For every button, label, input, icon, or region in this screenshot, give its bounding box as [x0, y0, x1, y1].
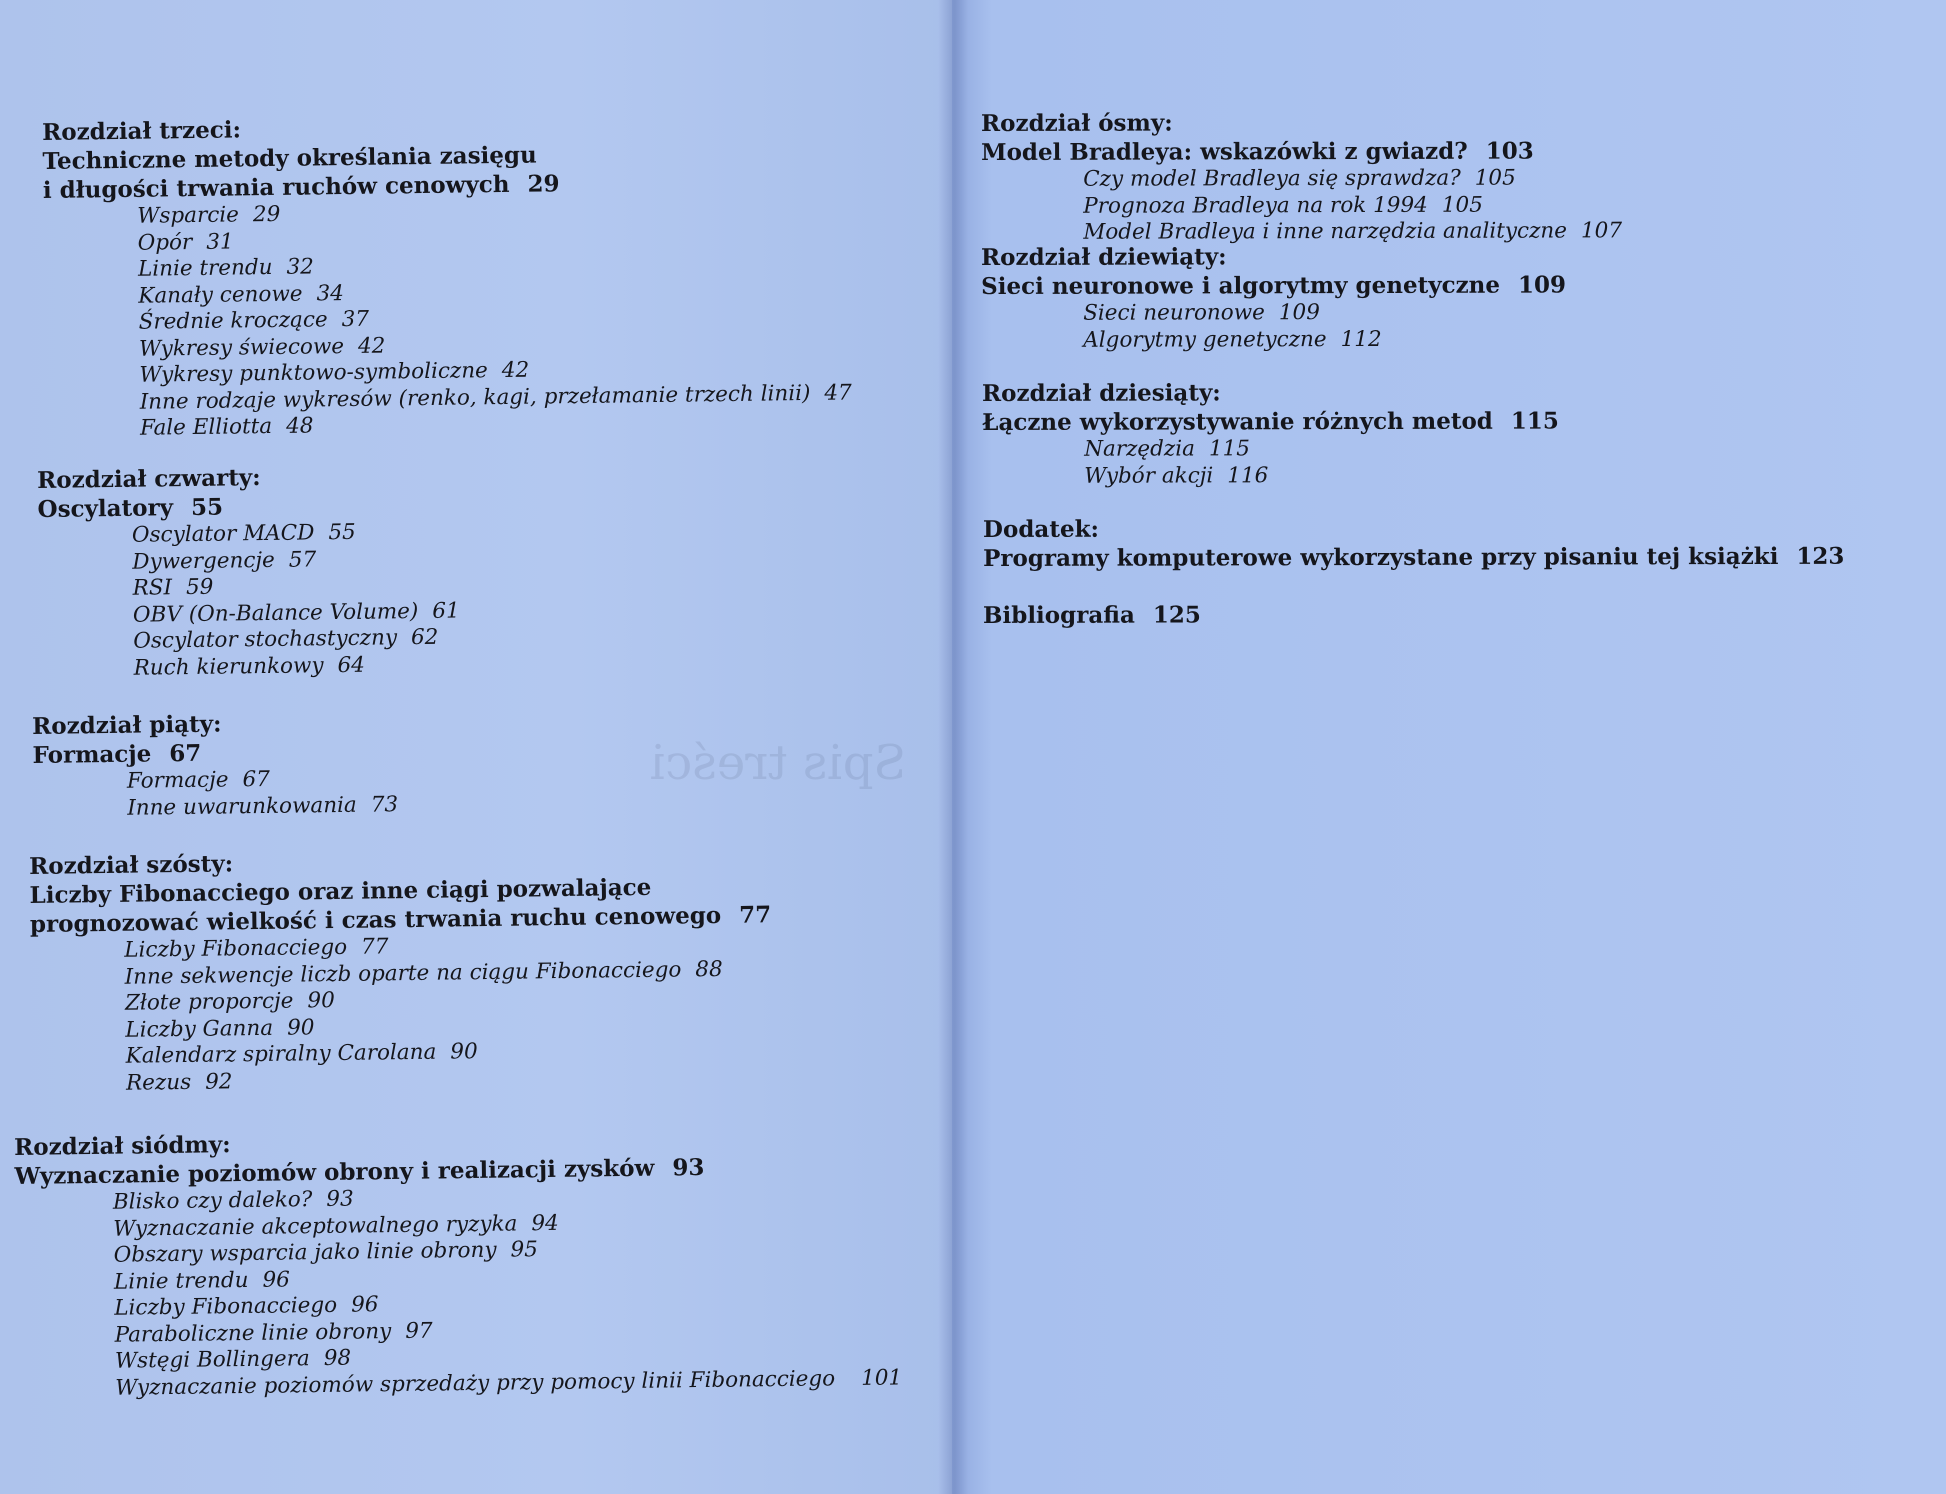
chapter-label: Rozdział siódmy:: [14, 1131, 231, 1161]
toc-entry: RSI 59: [132, 574, 214, 601]
toc-entry: Prognoza Bradleya na rok 1994 105: [1083, 192, 1483, 219]
toc-entry: Fale Elliotta 48: [139, 413, 314, 441]
chapter-label: Dodatek:: [983, 515, 1100, 543]
chapter-label: Rozdział dziesiąty:: [982, 379, 1221, 407]
chapter-label: Rozdział trzeci:: [42, 116, 242, 146]
toc-entry: Sieci neuronowe 109: [1083, 300, 1320, 326]
chapter-3: [42, 107, 852, 443]
bleed-through-heading: Spis treści: [650, 735, 907, 791]
chapter-title-line: Sieci neuronowe i algorytmy genetyczne 109: [981, 271, 1567, 300]
page-number: 29: [527, 170, 560, 198]
toc-entry: Inne uwarunkowania 73: [127, 791, 399, 821]
chapter-title-line: Łączne wykorzystywanie różnych metod 115: [982, 407, 1559, 436]
page-number: 93: [672, 1153, 705, 1182]
chapter-9: [981, 241, 1566, 354]
toc-entry: Wybór akcji 116: [1084, 462, 1269, 489]
toc-entry: Narzędzia 115: [1084, 436, 1251, 462]
toc-entry: Paraboliczne linie obrony 97: [114, 1318, 433, 1348]
section-list: [1083, 165, 1622, 246]
toc-entry: Linie trendu 96: [113, 1266, 291, 1295]
page-number: 67: [169, 739, 202, 768]
toc-entry: Dywergencje 57: [132, 546, 317, 575]
appendix: [983, 513, 1844, 573]
toc-entry: Opór 31: [137, 229, 234, 256]
chapter-8: [981, 107, 1622, 246]
toc-entry: Linie trendu 32: [137, 254, 315, 282]
toc-entry: Obszary wsparcia jako linie obrony 95: [113, 1237, 539, 1268]
toc-entry: Inne rodzaje wykresów (renko, kagi, przełamanie trzech linii) 47: [139, 379, 852, 415]
chapter-label: Rozdział dziewiąty:: [981, 243, 1227, 271]
chapter-title-line: Techniczne metody określania zasięgu: [42, 141, 537, 175]
toc-entry: Liczby Fibonacciego 77: [124, 934, 389, 963]
chapter-title-line: prognozować wielkość i czas trwania ruchu cenowego 77: [29, 901, 772, 938]
chapter-10: [982, 377, 1559, 490]
chapter-title-line: i długości trwania ruchów cenowych 29: [42, 170, 560, 204]
chapter-title-line: Bibliografia 125: [983, 601, 1201, 629]
toc-entry: Wstęgi Bollingera 98: [114, 1345, 352, 1374]
toc-entry: Średnie kroczące 37: [138, 306, 370, 335]
page-number: 109: [1517, 271, 1567, 299]
toc-entry: Ruch kierunkowy 64: [133, 652, 366, 681]
toc-entry: Blisko czy daleko? 93: [112, 1186, 354, 1215]
toc-entry: Wykresy świecowe 42: [138, 333, 386, 362]
page-number: 123: [1796, 542, 1845, 570]
chapter-label: Rozdział szósty:: [29, 850, 234, 880]
toc-entry: Oscylator stochastyczny 62: [133, 624, 439, 654]
chapter-label: Rozdział ósmy:: [981, 109, 1173, 137]
chapter-title-line: Oscylatory 55: [37, 493, 224, 523]
page-number: 125: [1152, 601, 1201, 629]
toc-entry: Kalendarz spiralny Carolana 90: [125, 1039, 478, 1069]
toc-entry: Liczby Fibonacciego 96: [114, 1292, 379, 1321]
toc-entry: Złote proporcje 90: [124, 988, 335, 1016]
chapter-title-line: Formacje 67: [32, 739, 202, 769]
section-list: [1083, 299, 1566, 353]
page-number: 115: [1510, 407, 1559, 435]
toc-entry: Wyznaczanie poziomów sprzedaży przy pomocy linii Fibonacciego 101: [115, 1364, 903, 1401]
page-number: 77: [738, 901, 772, 929]
toc-entry: Formacje 67: [126, 766, 271, 794]
left-toc: [0, 0, 940, 1494]
toc-entry: Wyznaczanie akceptowalnego ryzyka 94: [113, 1210, 559, 1242]
toc-entry: Algorytmy genetyczne 112: [1083, 326, 1382, 353]
toc-entry: Inne sekwencje liczb oparte na ciągu Fibonacciego 88: [124, 956, 723, 990]
toc-entry: Rezus 92: [125, 1068, 233, 1096]
chapter-label: Rozdział czwarty:: [37, 464, 261, 494]
toc-entry: OBV (On-Balance Volume) 61: [132, 597, 460, 628]
section-list: [127, 765, 399, 822]
section-list: [113, 1179, 903, 1401]
toc-entry: Liczby Ganna 90: [125, 1014, 315, 1043]
chapter-6: [29, 842, 773, 1098]
section-list: [137, 194, 852, 442]
toc-entry: Model Bradleya i inne narzędzia analityczne 107: [1083, 218, 1623, 245]
chapter-title-line: Model Bradleya: wskazówki z gwiazd? 103: [981, 137, 1534, 166]
page-number: 103: [1485, 137, 1534, 165]
toc-entry: Oscylator MACD 55: [131, 519, 356, 548]
toc-entry: Czy model Bradleya się sprawdza? 105: [1083, 165, 1516, 192]
chapter-title-line: Programy komputerowe wykorzystane przy pisaniu tej książki 123: [983, 542, 1845, 572]
chapter-7: [14, 1121, 902, 1403]
right-toc: [952, 0, 1946, 1494]
toc-entry: Wsparcie 29: [137, 201, 281, 229]
section-list: [124, 929, 773, 1096]
chapter-5: [32, 707, 398, 823]
section-list: [132, 518, 461, 681]
page-number: 55: [190, 493, 224, 521]
section-list: [1084, 435, 1559, 489]
toc-entry: Wykresy punktowo-symboliczne 42: [139, 357, 530, 388]
chapter-title-line: Wyznaczanie poziomów obrony i realizacji zysków 93: [14, 1153, 705, 1190]
chapter-title-line: Liczby Fibonacciego oraz inne ciągi pozwalające: [29, 873, 652, 909]
chapter-label: Rozdział piąty:: [32, 710, 222, 740]
toc-entry: Kanały cenowe 34: [138, 280, 345, 309]
bibliography: [983, 600, 1201, 630]
chapter-4: [37, 460, 461, 682]
